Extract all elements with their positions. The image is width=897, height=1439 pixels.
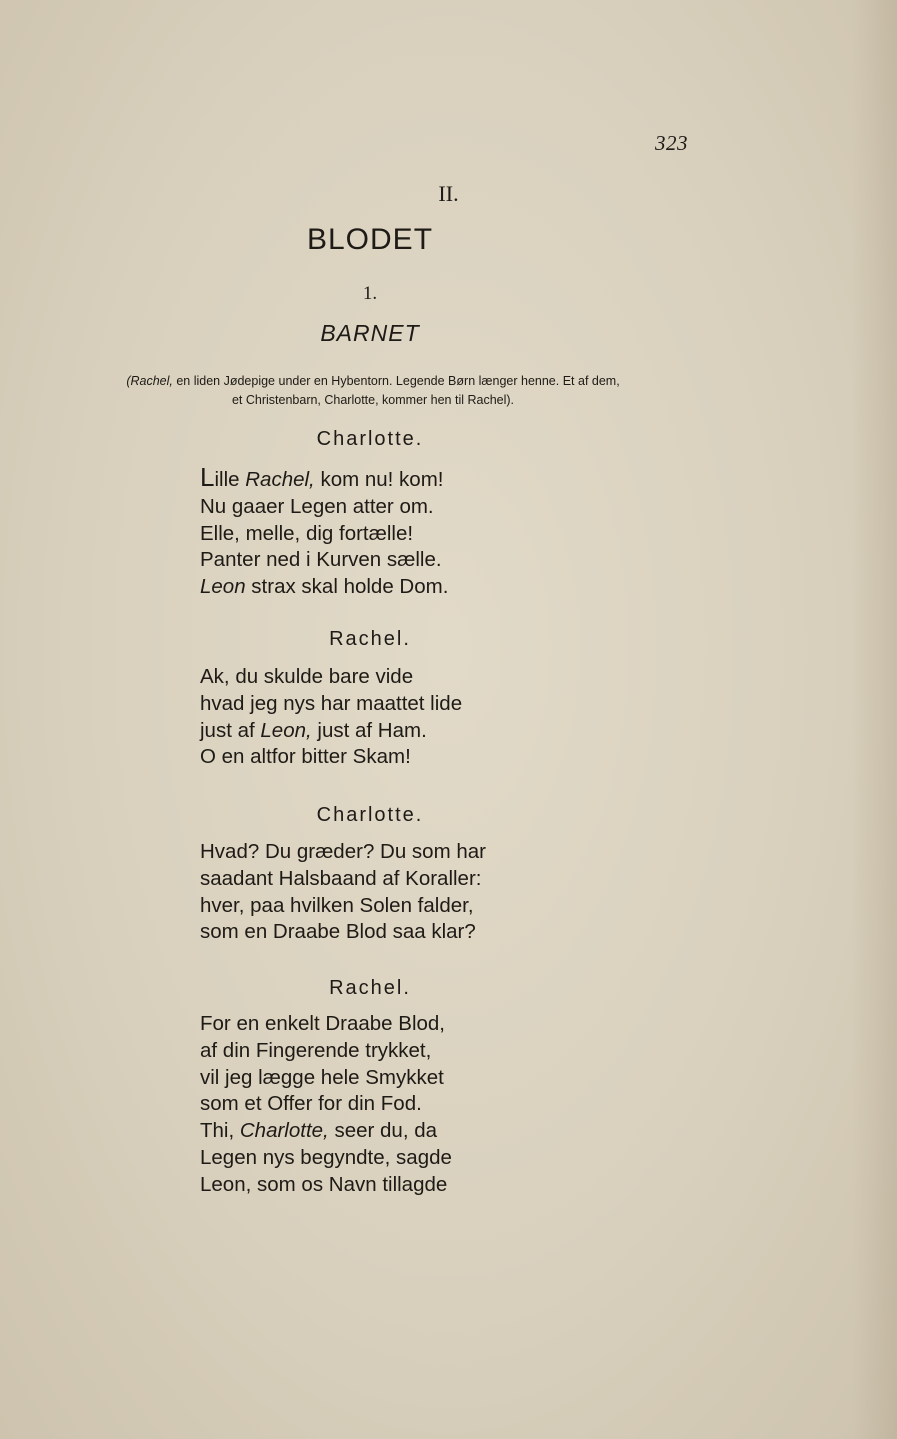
verse-text: strax skal holde Dom.: [245, 575, 449, 599]
italic-name: Charlotte,: [239, 1119, 329, 1143]
verse-block: [200, 464, 448, 601]
verse-text: Elle, melle, dig fortælle!: [200, 521, 414, 545]
verse-text: Thi,: [200, 1119, 240, 1143]
speaker-name: Rachel.: [329, 628, 411, 650]
speaker-name: Charlotte.: [316, 428, 424, 450]
verse-text: For en enkelt Draabe Blod,: [200, 1012, 445, 1035]
verse-line: [200, 664, 462, 691]
italic-name: Leon,: [260, 718, 312, 742]
verse-line: [200, 1145, 452, 1172]
verse-text: Nu gaaer Legen atter om.: [200, 494, 434, 518]
verse-text: O en altfor bitter Skam!: [200, 745, 411, 769]
speaker-heading: [0, 428, 740, 451]
verse-text: Hvad? Du græder? Du som har: [200, 840, 486, 863]
verse-text: hver, paa hvilken Solen falder,: [200, 893, 474, 917]
verse-line: [200, 839, 486, 866]
verse-line: [200, 1011, 452, 1038]
verse-line: [200, 494, 448, 521]
part-title: BLODET: [306, 223, 434, 256]
italic-name: Leon: [200, 575, 246, 599]
verse-line: [200, 1065, 452, 1092]
verse-text: hvad jeg nys har maattet lide: [200, 691, 463, 715]
verse-line: [200, 1091, 452, 1118]
stage-direction-line-1: [83, 372, 663, 391]
verse-text: just af Ham.: [311, 718, 427, 742]
stage-direction-lead: (Rachel,: [126, 374, 173, 388]
speaker-heading: [0, 977, 740, 1000]
speaker-name: Charlotte.: [316, 804, 424, 826]
verse-text: som en Draabe Blod saa klar?: [200, 920, 476, 944]
stage-direction-line-2: et Christenbarn, Charlotte, kommer hen til Rachel).: [231, 393, 515, 407]
verse-line: [200, 744, 462, 771]
initial-capital: L: [200, 462, 215, 492]
verse-line: [200, 521, 448, 548]
italic-name: Rachel,: [245, 468, 315, 491]
verse-line: [200, 464, 448, 494]
verse-block: [200, 664, 462, 771]
verse-line: [200, 1172, 452, 1199]
verse-text: vil jeg lægge hele Smykket: [200, 1065, 444, 1089]
verse-line: [200, 691, 462, 718]
speaker-heading: [0, 628, 740, 651]
part-number: II.: [438, 181, 459, 206]
verse-text: Legen nys begyndte, sagde: [200, 1145, 452, 1169]
page-number: 323: [655, 131, 688, 155]
stage-direction: [83, 372, 663, 410]
verse-line: [200, 893, 486, 920]
speaker-name: Rachel.: [329, 977, 411, 999]
verse-line: [200, 1038, 452, 1065]
verse-text: just af: [200, 718, 261, 742]
verse-line: [200, 919, 486, 946]
verse-text: Panter ned i Kurven sælle.: [200, 548, 442, 572]
speaker-heading: [0, 804, 740, 827]
verse-line: [200, 718, 462, 745]
verse-text: Ak, du skulde bare vide: [200, 665, 414, 688]
section-title: BARNET: [320, 320, 420, 346]
verse-text: ille: [214, 468, 246, 491]
section-number: 1.: [362, 283, 378, 304]
verse-line: [200, 866, 486, 893]
verse-block: [200, 839, 486, 946]
verse-text: Leon, som os Navn tillagde: [200, 1172, 448, 1196]
verse-line: [200, 1118, 452, 1145]
page-edge-shadow: [851, 0, 897, 1439]
verse-line: [200, 547, 448, 574]
verse-text: af din Fingerende trykket,: [200, 1038, 432, 1062]
verse-block: [200, 1011, 452, 1199]
verse-text: seer du, da: [328, 1119, 438, 1143]
verse-line: [200, 574, 448, 601]
verse-text: kom nu! kom!: [314, 468, 444, 491]
verse-text: som et Offer for din Fod.: [200, 1092, 422, 1116]
verse-text: saadant Halsbaand af Koraller:: [200, 866, 482, 890]
stage-direction-line-1-text: en liden Jødepige under en Hybentorn. Legende Børn længer henne. Et af dem,: [172, 374, 620, 388]
